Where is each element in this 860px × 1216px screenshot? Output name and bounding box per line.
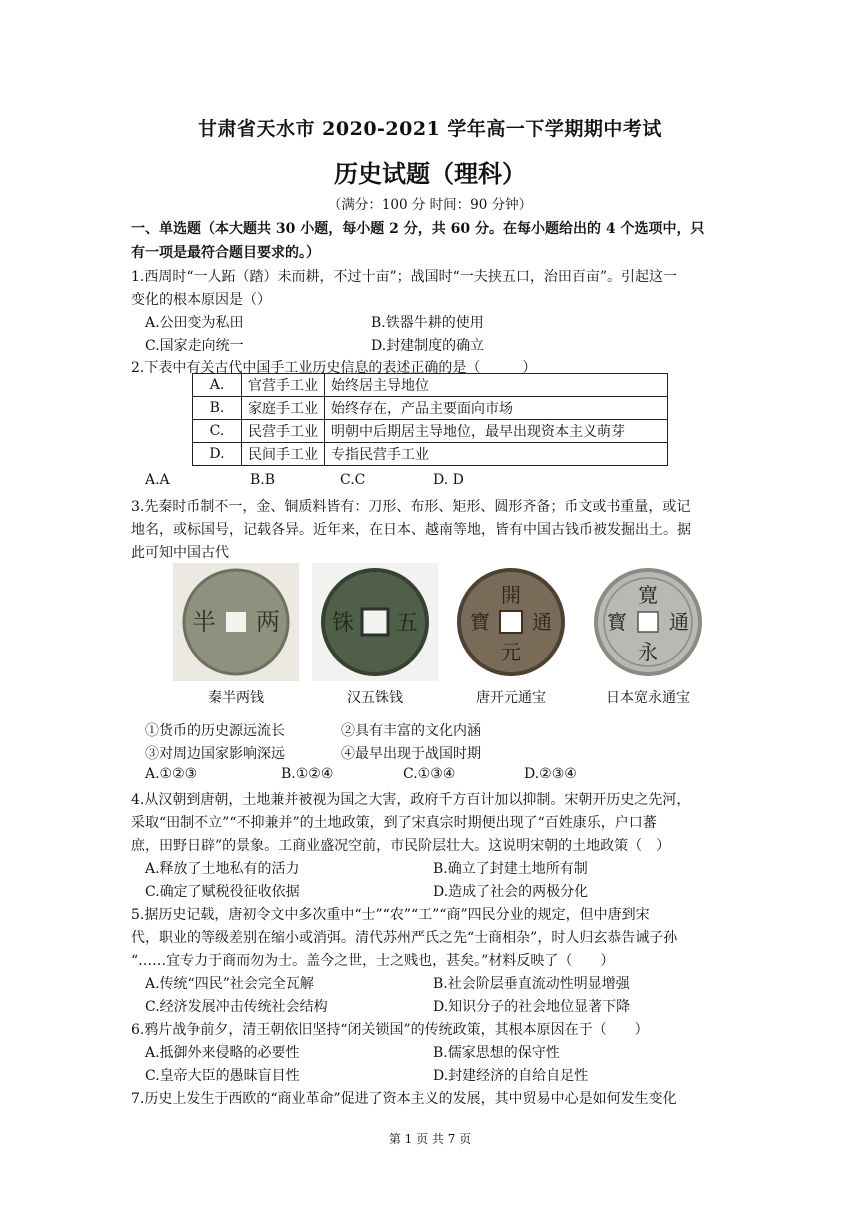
table-row [193,443,668,466]
coin-hole [638,612,658,632]
q3-statement-2: ②具有丰富的文化内涵 [341,723,481,739]
q5-stem-line2: 代，职业的等级差别在缩小或消弭。清代苏州严氏之先“士商相杂”，时人归玄恭告诫子孙 [131,930,678,946]
coin-glyph-left: 寶 [470,610,490,634]
q3-statement-3: ③对周边国家影响深远 [145,746,285,762]
q4-stem-line2: 采取“田制不立”“不抑兼并”的土地政策，到了宋真宗时期便出现了“百姓康乐，户口蕃 [131,815,657,831]
q3-statement-1: ①货币的历史源远流长 [145,723,285,739]
coin-glyph-left: 铢 [331,611,355,636]
coin-caption: 汉五铢钱 [347,690,403,706]
q5-option-a: A.传统“四民”社会完全瓦解 [145,976,314,992]
q2-stem: 2.下表中有关古代中国手工业历史信息的表述正确的是（ ） [131,360,537,376]
section-heading-line1: 一、单选题（本大题共 30 小题，每小题 2 分，共 60 分。在每小题给出的 4 个选项中，只 [131,221,705,237]
q3-stem-line1: 3.先秦时币制不一，金、铜质料皆有：刀形、布形、矩形、圆形齐备；币文或书重量，或记 [131,499,691,515]
table-cell: 始终存在，产品主要面向市场 [325,397,668,420]
coin-hole [226,612,246,632]
q1-option-a: A.公田变为私田 [145,315,244,331]
coin-glyph-right: 通 [532,610,552,634]
q1-option-b: B.铁器牛耕的使用 [371,315,484,331]
table-cell: 明朝中后期居主导地位，最早出现资本主义萌芽 [325,420,668,443]
q6-option-c: C.皇帝大臣的愚昧盲目性 [145,1068,300,1084]
table-cell: 始终居主导地位 [325,374,668,397]
q5-stem-line1: 5.据历史记载，唐初令文中多次重中“士”“农”“工”“商”四民分业的规定，但中唐到宋 [131,907,650,923]
q4-stem-line3: 庶，田野日辟”的景象。工商业盛况空前，市民阶层壮大。这说明宋朝的土地政策（ ） [131,838,671,854]
q6-option-a: A.抵御外来侵略的必要性 [145,1045,300,1061]
coin-image-qin [173,563,299,681]
coin-glyph-bottom: 永 [638,640,658,664]
q1-option-d: D.封建制度的确立 [371,338,485,354]
coin-caption: 日本宽永通宝 [606,690,690,706]
q2-option-b: B.B [250,472,276,488]
q2-option-a: A.A [145,472,170,488]
page-footer: 第 1 页 共 7 页 [388,1132,472,1146]
coin-glyph-bottom: 元 [501,640,521,664]
table-cell: C. [193,420,242,443]
q3-stem-line3: 此可知中国古代 [131,545,229,561]
table-cell: 民间手工业 [242,443,325,466]
q5-option-d: D.知识分子的社会地位显著下降 [433,999,631,1015]
coin-caption: 唐开元通宝 [476,690,546,706]
q4-option-a: A.释放了土地私有的活力 [145,861,300,877]
coin-image-tang [448,563,574,681]
q5-stem-line3: “……宜专力于商而勿为士。盖今之世，士之贱也，甚矣。”材料反映了（ ） [131,953,615,969]
section-heading-line2: 有一项是最符合题目要求的。） [131,245,320,261]
q6-option-d: D.封建经济的自给自足性 [433,1068,589,1084]
table-cell: 家庭手工业 [242,397,325,420]
q4-option-d: D.造成了社会的两极分化 [433,884,589,900]
q1-stem-line1: 1.西周时“一人跖（踏）未而耕，不过十亩”；战国时“一夫挟五口，治田百亩”。引起这一 [131,269,677,285]
table-cell: B. [193,397,242,420]
q2-table [192,373,668,466]
q3-option-d: D.②③④ [524,766,577,782]
coin-glyph-left: 半 [192,608,216,636]
q5-option-c: C.经济发展冲击传统社会结构 [145,999,328,1015]
table-row [193,397,668,420]
table-cell: A. [193,374,242,397]
q2-option-d: D. D [433,472,464,488]
coin-glyph-top: 開 [501,583,521,607]
q3-stem-line2: 地名，或标国号，记载各异。近年来，在日本、越南等地，皆有中国古钱币被发掘出土。据 [131,522,691,538]
table-cell: 专指民营手工业 [325,443,668,466]
table-cell: D. [193,443,242,466]
coin-glyph-right: 五 [395,611,419,636]
q4-stem-line1: 4.从汉朝到唐朝，土地兼并被视为国之大害，政府千方百计加以抑制。宋朝开历史之先河， [131,792,691,808]
q3-option-c: C.①③④ [403,766,456,782]
q2-option-c: C.C [340,472,366,488]
table-cell: 民营手工业 [242,420,325,443]
coin-caption: 秦半两钱 [208,690,264,706]
exam-subtitle: 历史试题（理科） [334,159,526,188]
q6-stem-line1: 6.鸦片战争前夕，清王朝依旧坚持“闭关锁国”的传统政策，其根本原因在于（ ） [131,1022,649,1038]
table-row [193,420,668,443]
q4-option-b: B.确立了封建土地所有制 [433,861,588,877]
coin-image-han [312,563,438,681]
q6-option-b: B.儒家思想的保守性 [433,1045,560,1061]
q3-option-a: A.①②③ [145,766,198,782]
exam-meta: （满分：100 分 时间：90 分钟） [327,197,533,213]
q4-option-c: C.确定了赋税役征收依据 [145,884,300,900]
q3-option-b: B.①②④ [281,766,334,782]
coin-glyph-right: 两 [256,608,280,636]
q1-option-c: C.国家走向统一 [145,338,244,354]
table-row [193,374,668,397]
table-cell: 官营手工业 [242,374,325,397]
q5-option-b: B.社会阶层垂直流动性明显增强 [433,976,630,992]
q3-statement-4: ④最早出现于战国时期 [341,746,481,762]
coin-glyph-top: 寛 [638,583,658,607]
coin-glyph-left: 寳 [607,610,627,634]
q7-stem-line1: 7.历史上发生于西欧的“商业革命”促进了资本主义的发展，其中贸易中心是如何发生变化 [131,1091,677,1107]
coin-image-kanei [585,563,711,681]
q1-stem-line2: 变化的根本原因是（） [131,292,271,308]
coin-glyph-right: 通 [669,610,689,634]
coin-hole [500,611,522,633]
coin-hole [362,609,388,635]
exam-title: 甘肃省天水市 2020-2021 学年高一下学期期中考试 [198,118,662,140]
